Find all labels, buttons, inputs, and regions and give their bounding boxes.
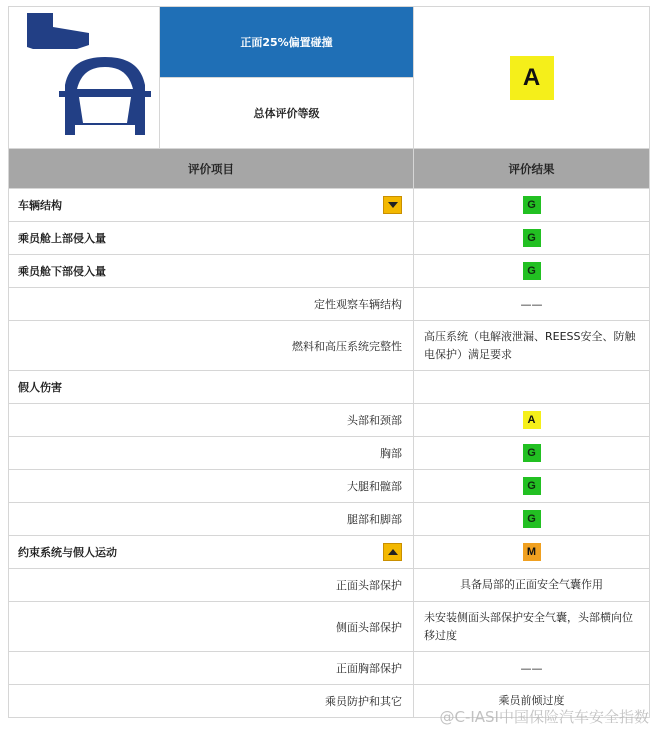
test-name-cell xyxy=(160,7,414,78)
grade-badge: G xyxy=(523,477,541,495)
table-row xyxy=(9,371,650,404)
not-applicable-dash: —— xyxy=(520,661,543,675)
result-text: 乘员前倾过度 xyxy=(498,694,565,707)
overall-grade-badge: A xyxy=(510,56,554,100)
table-row xyxy=(9,652,650,685)
sub-item-label: 燃料和高压系统完整性 xyxy=(292,339,402,353)
sub-item-label: 侧面头部保护 xyxy=(336,620,402,634)
sub-item-label: 乘员防护和其它 xyxy=(325,695,402,708)
grade-badge: G xyxy=(523,229,541,247)
result-cell xyxy=(414,470,650,503)
result-cell xyxy=(414,288,650,321)
result-cell xyxy=(414,222,650,255)
test-name: 正面25%偏置碰撞 xyxy=(240,36,333,49)
sub-item-label-cell xyxy=(9,503,414,536)
table-row xyxy=(9,321,650,371)
sub-item-label-cell xyxy=(9,321,414,371)
category-label-cell xyxy=(9,536,414,569)
table-row xyxy=(9,404,650,437)
grade-badge: G xyxy=(523,262,541,280)
category-label: 乘员舱下部侵入量 xyxy=(18,265,106,278)
category-label: 乘员舱上部侵入量 xyxy=(18,232,106,245)
result-cell xyxy=(414,569,650,602)
category-label: 假人伤害 xyxy=(18,381,62,394)
result-cell xyxy=(414,321,650,371)
table-row xyxy=(9,569,650,602)
result-cell xyxy=(414,602,650,652)
table-row xyxy=(9,470,650,503)
table-row xyxy=(9,222,650,255)
grade-badge: A xyxy=(523,411,541,429)
sub-item-label: 头部和颈部 xyxy=(347,414,402,427)
frontal-offset-test-icon xyxy=(9,7,160,149)
result-cell xyxy=(414,371,650,404)
result-text: 未安装侧面头部保护安全气囊，头部横向位移过度 xyxy=(424,610,633,642)
result-cell xyxy=(414,189,650,222)
sub-item-label: 正面胸部保护 xyxy=(336,662,402,675)
category-label: 车辆结构 xyxy=(18,199,62,212)
sub-item-label-cell xyxy=(9,602,414,652)
sub-item-label: 胸部 xyxy=(380,447,402,460)
car-front-offset-icon xyxy=(9,7,160,145)
rating-rows xyxy=(9,189,650,718)
triangle-down-icon xyxy=(388,202,398,208)
sub-item-label: 腿部和脚部 xyxy=(347,513,402,526)
table-row xyxy=(9,189,650,222)
overall-label-cell xyxy=(160,78,414,149)
sub-item-label-cell xyxy=(9,685,414,718)
rating-table xyxy=(8,6,650,718)
sub-item-label-cell xyxy=(9,569,414,602)
result-text: 具备局部的正面安全气囊作用 xyxy=(460,578,603,591)
sub-item-label-cell xyxy=(9,652,414,685)
table-row xyxy=(9,602,650,652)
triangle-up-icon xyxy=(388,549,398,555)
table-row xyxy=(9,437,650,470)
sub-item-label-cell xyxy=(9,288,414,321)
grade-badge: G xyxy=(523,444,541,462)
table-row xyxy=(9,288,650,321)
sub-item-label: 正面头部保护 xyxy=(336,579,402,592)
column-header-result: 评价结果 xyxy=(414,149,650,189)
overall-label: 总体评价等级 xyxy=(253,107,320,120)
category-label: 约束系统与假人运动 xyxy=(18,546,117,559)
result-cell xyxy=(414,437,650,470)
overall-grade-cell xyxy=(414,7,650,149)
grade-badge: M xyxy=(523,543,541,561)
result-cell xyxy=(414,536,650,569)
result-text: 高压系统（电解液泄漏、REESS安全、防触电保护）满足要求 xyxy=(424,329,636,361)
sub-item-label-cell xyxy=(9,404,414,437)
category-label-cell xyxy=(9,189,414,222)
grade-badge: G xyxy=(523,196,541,214)
category-label-cell xyxy=(9,255,414,288)
result-cell xyxy=(414,652,650,685)
sub-item-label-cell xyxy=(9,437,414,470)
category-label-cell xyxy=(9,371,414,404)
grade-badge: G xyxy=(523,510,541,528)
result-cell xyxy=(414,255,650,288)
category-label-cell xyxy=(9,222,414,255)
table-row xyxy=(9,503,650,536)
sub-item-label: 大腿和髋部 xyxy=(347,480,402,493)
result-cell xyxy=(414,503,650,536)
rating-sheet xyxy=(8,6,649,718)
collapse-toggle-button[interactable] xyxy=(383,543,402,561)
watermark: @C-IASI中国保险汽车安全指数 xyxy=(439,708,649,726)
expand-toggle-button[interactable] xyxy=(383,196,402,214)
table-row xyxy=(9,255,650,288)
not-applicable-dash: —— xyxy=(520,297,543,311)
table-row xyxy=(9,536,650,569)
sub-item-label-cell xyxy=(9,470,414,503)
column-header-item: 评价项目 xyxy=(9,149,414,189)
result-cell xyxy=(414,404,650,437)
sub-item-label: 定性观察车辆结构 xyxy=(314,298,402,311)
